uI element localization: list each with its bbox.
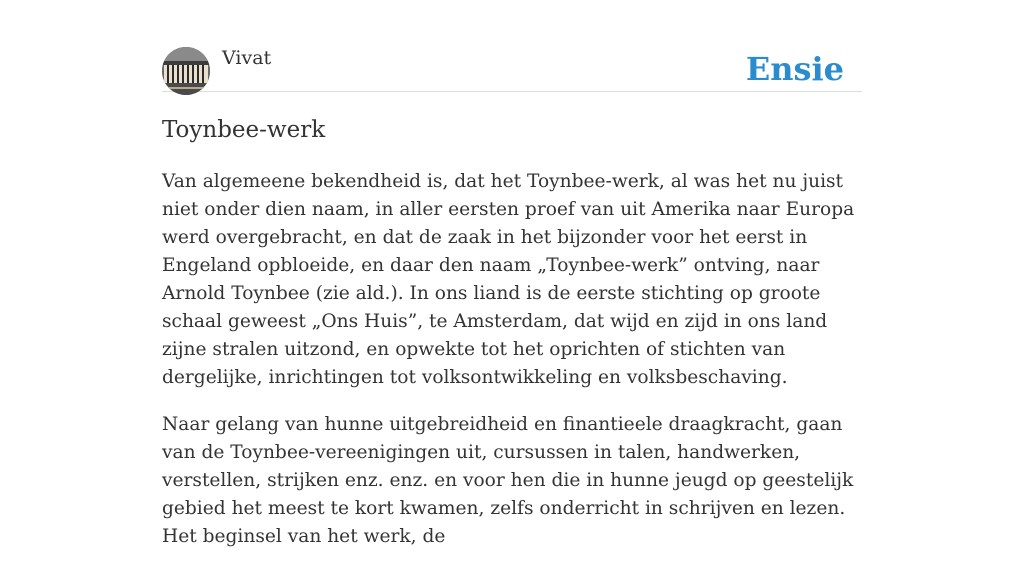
page-container [162, 0, 862, 547]
article-body [162, 168, 862, 570]
avatar-photo-icon [162, 47, 210, 95]
header [162, 0, 862, 92]
article-paragraph: Van algemeene bekendheid is, dat het Toynbee-werk, al was het nu juist niet onder dien naam, in aller eersten proef van uit Amerika naar Europa werd overgebracht, en dat de zaak in het bijzonder voor het eerst in Engeland opbloeide, en daar den naam „Toynbee-werk” ontving, naar Arnold Toynbee (zie ald.). In ons liand is de eerste stichting op groote schaal geweest „Ons Huis”, te Amsterdam, dat wijd en zijd in ons land zijne stralen uitzond, en opwekte tot het oprichten of stichten van dergelijke, inrichtingen tot volksontwikkeling en volksbeschaving. [162, 171, 855, 388]
author-avatar[interactable] [162, 47, 210, 95]
brand-logo[interactable]: Ensie [745, 50, 844, 88]
author-name[interactable]: Vivat [222, 47, 272, 69]
article-title: Toynbee-werk [162, 117, 326, 143]
article-paragraph: Naar gelang van hunne uitgebreidheid en finantieele draagkracht, gaan van de Toynbee-vereenigingen uit, cursussen in talen, handwerken, verstellen, strijken enz. enz. en voor hen die in hunne jeugd op geestelijk gebied het meest te kort kwamen, zelfs onderricht in schrijven en lezen. Het beginsel van het werk, de [162, 414, 854, 547]
